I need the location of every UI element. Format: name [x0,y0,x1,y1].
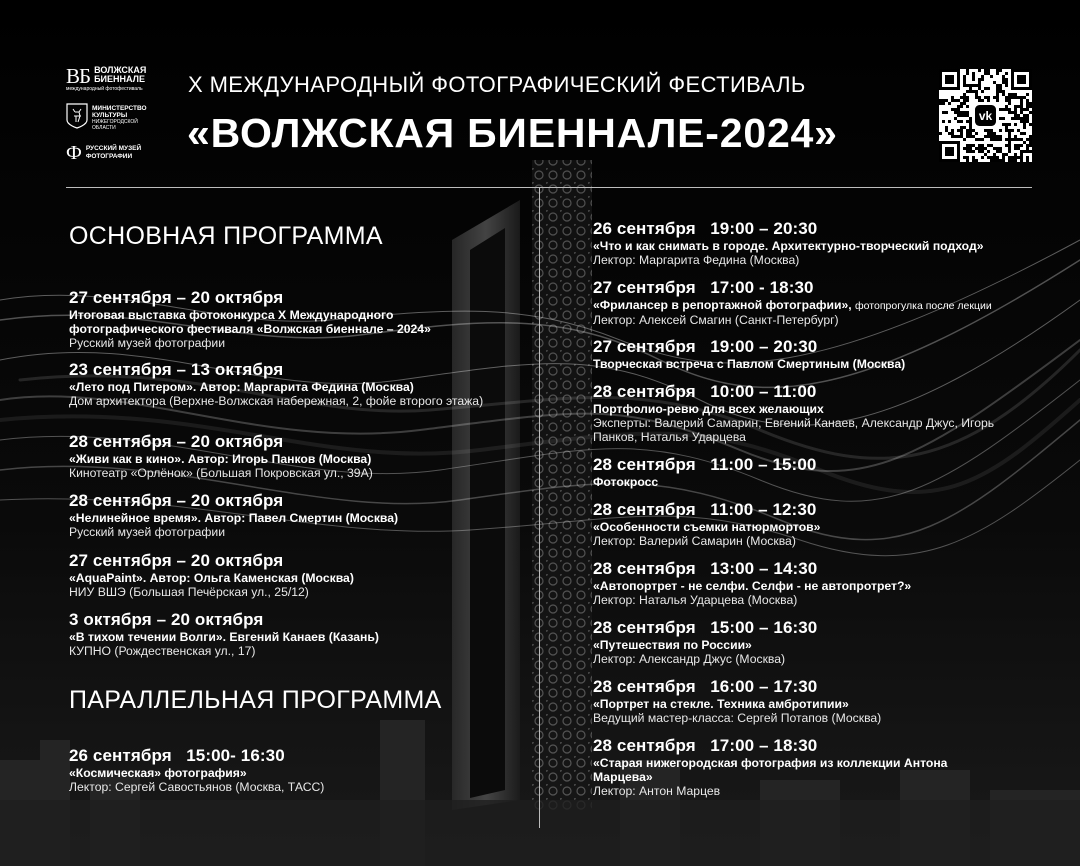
main-event-6 [69,611,509,658]
main-event-3 [69,433,509,480]
event-venue: КУПНО (Рождественская ул., 17) [69,644,256,658]
volga-biennale-logo [66,66,146,86]
deer-emblem-icon [66,103,88,129]
parallel-event-1 [69,747,509,794]
event-date: 27 сентября – 20 октября [69,551,284,570]
event-lecturer: Лектор: Валерий Самарин (Москва) [593,534,796,548]
event-date: 28 сентября 11:00 – 12:30 [593,500,817,519]
event-date: 28 сентября 10:00 – 11:00 [593,382,817,401]
museum-line1: РУССКИЙ МУЗЕЙ [85,145,142,152]
main-program-heading: ОСНОВНАЯ ПРОГРАММА [69,222,383,250]
event-title: «Автопортрет - не селфи. Селфи - не автопротрет?» [593,579,912,593]
right-event-9 [593,678,1023,725]
event-experts: Эксперты: Валерий Самарин, Евгений Канаев, Александр Джус, Игорь Панков, Наталья Ударцева [593,416,995,444]
event-date: 28 сентября 17:00 – 18:30 [593,736,818,755]
event-lecturer: Лектор: Маргарита Федина (Москва) [593,253,800,267]
vb-logo-subtitle: международный фотофестиваль [66,86,143,92]
main-event-4 [69,492,509,539]
right-event-3 [593,338,1023,371]
event-lecturer: Лектор: Алексей Смагин (Санкт-Петербург) [593,313,839,327]
festival-title: «ВОЛЖСКАЯ БИЕННАЛЕ-2024» [187,110,838,156]
event-date: 23 сентября – 13 октября [69,360,284,379]
event-venue: Дом архитектора (Верхне-Волжская набережная, 2, фойе второго этажа) [69,394,484,408]
event-date: 28 сентября – 20 октября [69,432,284,451]
svg-text:vk: vk [978,109,993,123]
vb-logo-line1: ВОЛЖСКАЯ [94,65,147,75]
russian-photo-museum-logo [66,143,141,163]
right-event-4 [593,383,1023,444]
event-title: «Путешествия по России» [593,638,752,652]
event-date: 28 сентября 13:00 – 14:30 [593,559,818,578]
event-date: 28 сентября – 20 октября [69,491,284,510]
event-title: «AquaPaint». Автор: Ольга Каменская (Москва) [69,571,354,585]
parallel-program-heading: ПАРАЛЛЕЛЬНАЯ ПРОГРАММА [69,686,442,714]
event-lecturer: Лектор: Антон Марцев [593,784,721,798]
ministry-line1: МИНИСТЕРСТВО [92,105,147,112]
ministry-of-culture-logo [66,103,147,131]
event-venue: НИУ ВШЭ (Большая Печёрская ул., 25/12) [69,585,309,599]
event-title: «Живи как в кино». Автор: Игорь Панков (Москва) [69,452,372,466]
right-event-5 [593,456,1023,489]
event-date: 27 сентября 19:00 – 20:30 [593,337,818,356]
event-date: 28 сентября 15:00 – 16:30 [593,618,818,637]
event-title: «Старая нижегородская фотография из коллекции Антона Марцева» [593,756,948,784]
event-title: «Фрилансер в репортажной фотографии», [593,298,856,312]
column-divider [539,188,540,828]
event-title: Портфолио-ревю для всех желающих [593,402,824,416]
event-title: «Космическая» фотография» [69,766,247,780]
event-lecturer: Лектор: Сергей Савостьянов (Москва, ТАСС) [69,780,325,794]
event-date: 26 сентября 15:00- 16:30 [69,746,285,765]
event-title: «Особенности съемки натюрмортов» [593,520,821,534]
event-title: «Что и как снимать в городе. Архитектурно-творческий подход» [593,239,984,253]
museum-line2: ФОТОГРАФИИ [85,153,133,160]
event-title: «Лето под Питером». Автор: Маргарита Федина (Москва) [69,380,414,394]
right-event-2 [593,279,1023,327]
main-event-2 [69,361,509,408]
event-venue: Русский музей фотографии [69,336,226,350]
event-lecturer: Лектор: Александр Джус (Москва) [593,652,786,666]
event-title: Фотокросс [593,475,659,489]
event-lecturer: Лектор: Наталья Ударцева (Москва) [593,593,798,607]
event-date: 27 сентября – 20 октября [69,288,284,307]
event-title: Творческая встреча с Павлом Смертиным (Москва) [593,357,906,371]
event-title: «В тихом течении Волги». Евгений Канаев (Казань) [69,630,379,644]
right-event-7 [593,560,1023,607]
ministry-sub2: ОБЛАСТИ [92,125,116,131]
ministry-line2: КУЛЬТУРЫ [92,112,128,119]
phi-mark-icon: Ф [66,142,82,164]
vb-logo-line2: БИЕННАЛЕ [94,74,145,84]
event-venue: Кинотеатр «Орлёнок» (Большая Покровская ул., 39А) [69,466,373,480]
event-title: Итоговая выставка фотоконкурса X Международного фотографического фестиваля «Волжская биеннале – 2024» [69,308,431,336]
qr-code [939,69,1032,162]
right-event-8 [593,619,1023,666]
event-title: «Нелинейное время». Автор: Павел Смертин (Москва) [69,511,399,525]
event-venue: Русский музей фотографии [69,525,226,539]
event-date: 28 сентября 11:00 – 15:00 [593,455,817,474]
vb-monogram: ВБ [66,64,91,88]
main-event-5 [69,552,509,599]
event-date: 3 октября – 20 октября [69,610,264,629]
right-event-1 [593,220,1023,267]
event-title: «Портрет на стекле. Техника амбротипии» [593,697,849,711]
main-event-1 [69,289,509,350]
event-note: фотопрогулка после лекции [855,300,992,312]
header-divider [66,187,1032,188]
event-date: 28 сентября 16:00 – 17:30 [593,677,818,696]
ministry-sub1: НИЖЕГОРОДСКОЙ [92,119,138,125]
event-host: Ведущий мастер-класса: Сергей Потапов (Москва) [593,711,882,725]
festival-subtitle: X МЕЖДУНАРОДНЫЙ ФОТОГРАФИЧЕСКИЙ ФЕСТИВАЛЬ [188,72,806,97]
right-event-6 [593,501,1023,548]
right-event-10 [593,737,1023,798]
event-date: 27 сентября 17:00 - 18:30 [593,278,814,297]
event-date: 26 сентября 19:00 – 20:30 [593,219,818,238]
